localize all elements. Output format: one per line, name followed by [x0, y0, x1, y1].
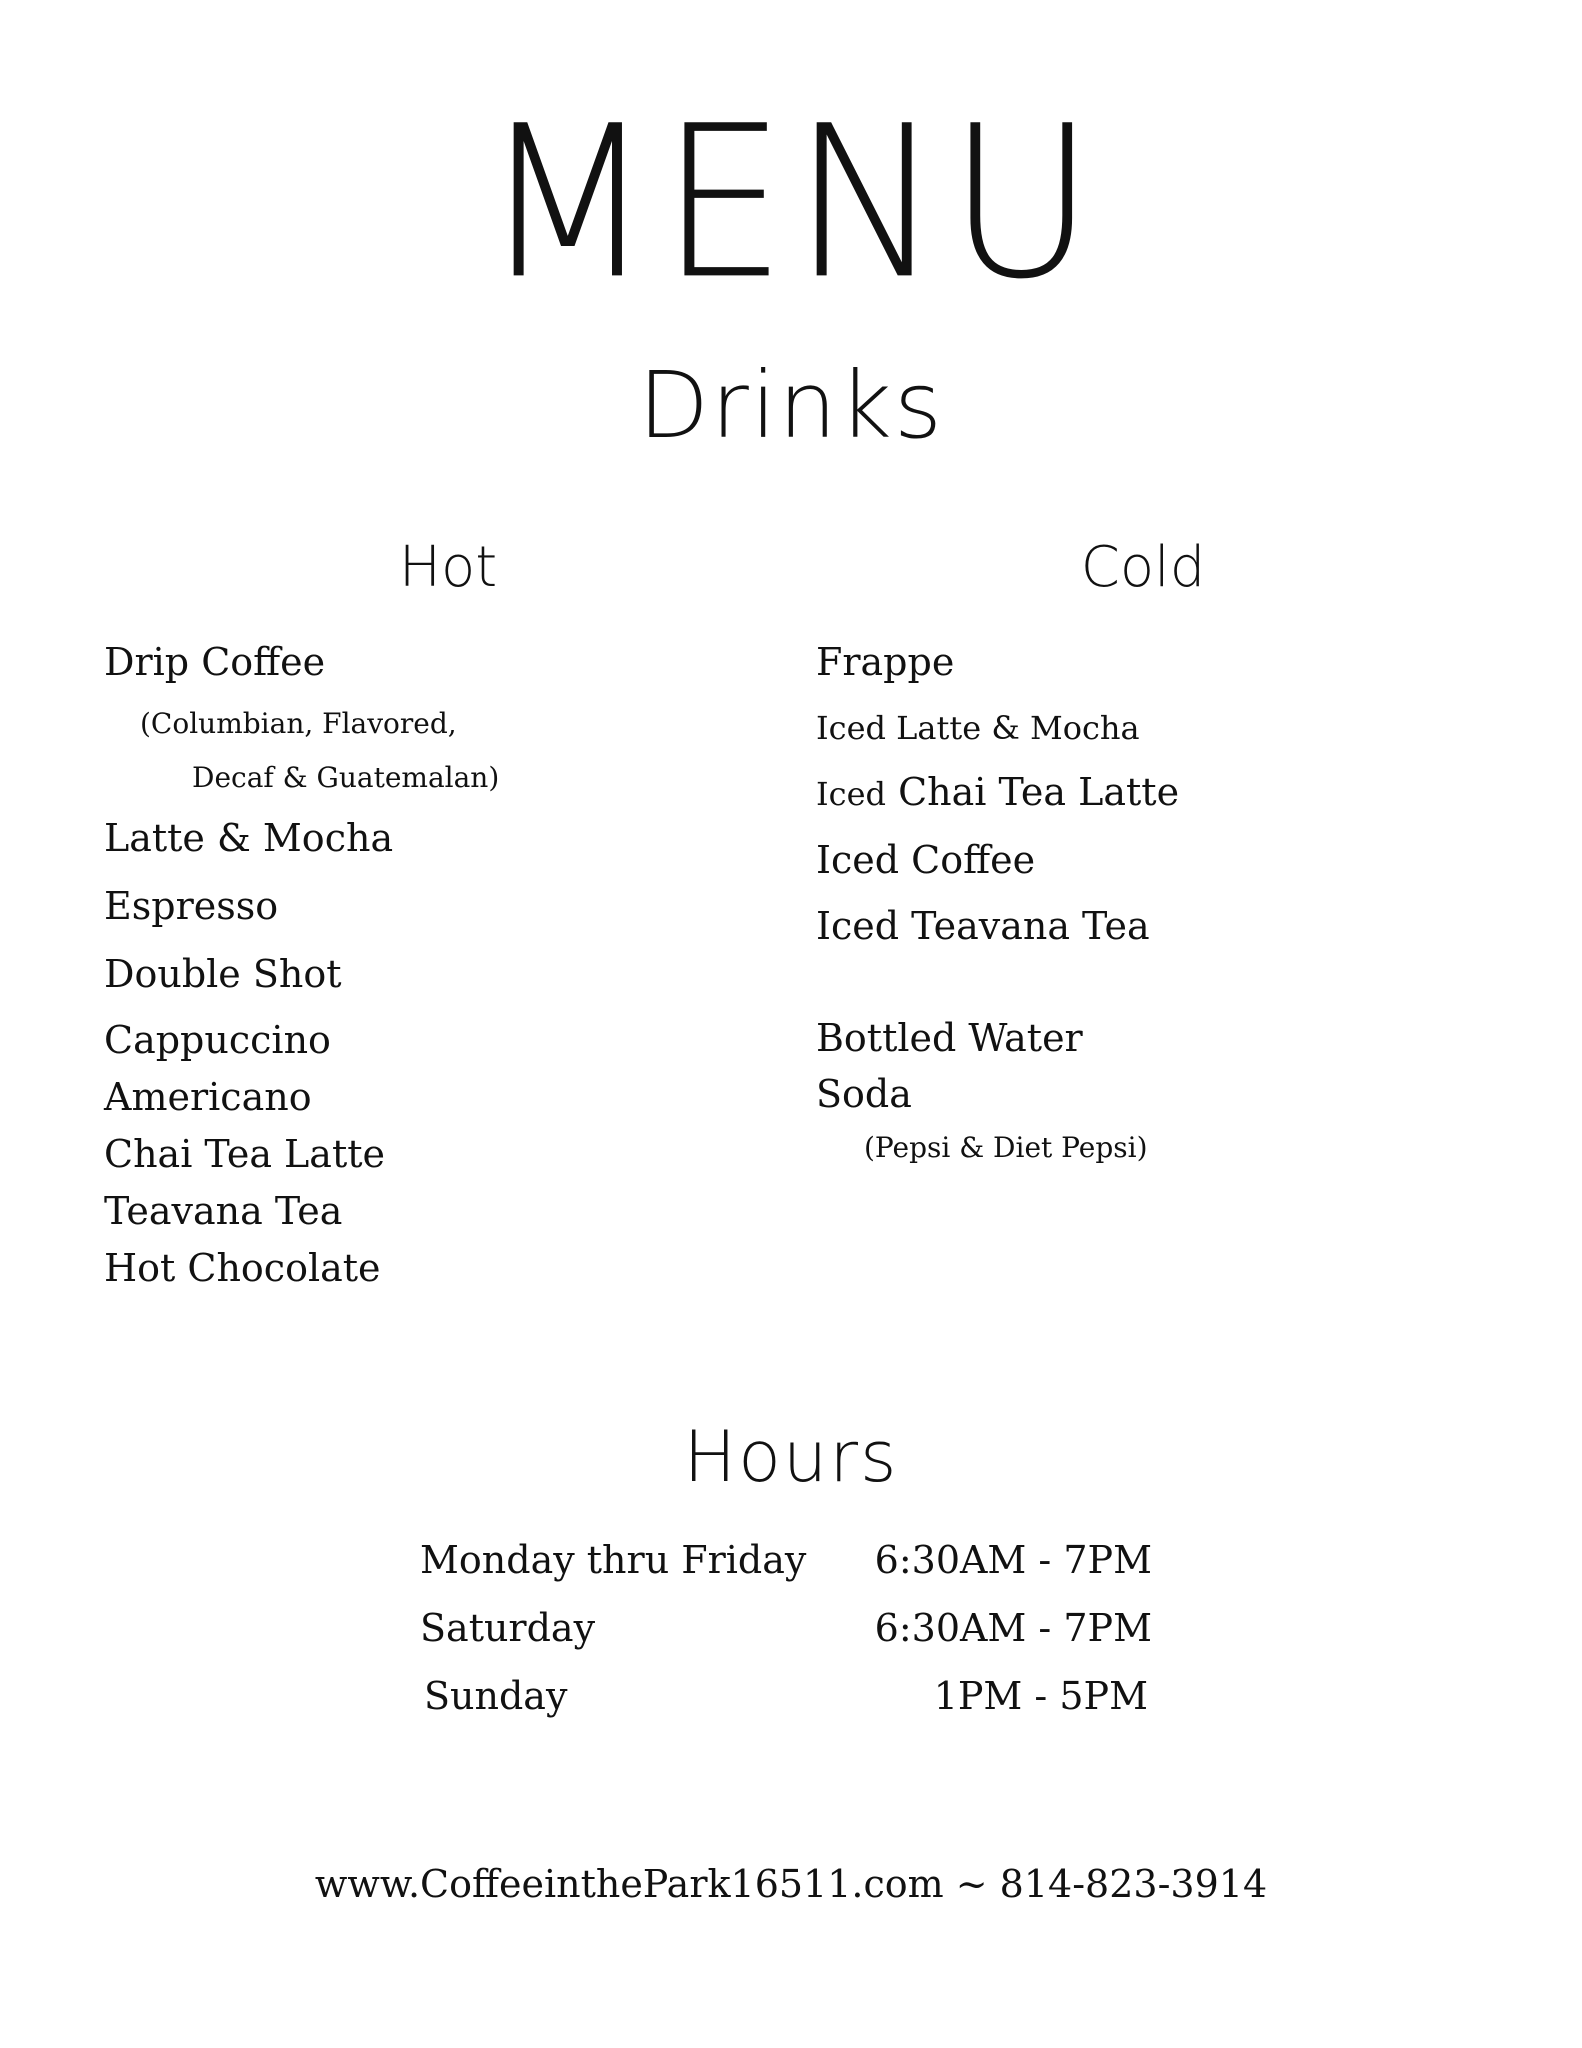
list-item-prefix: Iced [816, 775, 886, 813]
hours-heading: Hours [683, 1416, 899, 1498]
menu-title: MENU [481, 81, 1101, 326]
list-item: Hot Chocolate [104, 1246, 381, 1290]
hours-time: 6:30AM - 7PM [874, 1606, 1152, 1650]
cold-heading: Cold [1080, 535, 1206, 600]
list-item: Chai Tea Latte [104, 1132, 385, 1176]
hot-heading: Hot [398, 535, 498, 600]
footer-contact: www.CoffeeinthePark16511.com ~ 814-823-3914 [314, 1862, 1268, 1906]
list-item: Drip Coffee [104, 640, 326, 684]
hours-time: 1PM - 5PM [933, 1674, 1148, 1718]
list-item: Frappe [816, 640, 955, 684]
list-item: Americano [104, 1075, 312, 1119]
list-item: Latte & Mocha [104, 816, 394, 860]
hours-day: Saturday [420, 1606, 596, 1650]
list-item-main: Chai Tea Latte [898, 770, 1180, 814]
list-item: Iced Coffee [816, 838, 1036, 882]
list-item: Cappuccino [104, 1018, 331, 1062]
list-item: Bottled Water [816, 1016, 1083, 1060]
list-item [816, 770, 1179, 816]
list-item: Iced Latte & Mocha [816, 709, 1140, 747]
hours-time: 6:30AM - 7PM [874, 1538, 1152, 1582]
list-item: Espresso [104, 884, 279, 928]
list-item: Double Shot [104, 952, 342, 996]
hours-day: Monday thru Friday [420, 1538, 807, 1582]
hours-day: Sunday [424, 1674, 568, 1718]
list-item-note: (Pepsi & Diet Pepsi) [864, 1131, 1148, 1164]
list-item-note: Decaf & Guatemalan) [192, 761, 500, 794]
list-item: Teavana Tea [104, 1189, 343, 1233]
list-item: Iced Teavana Tea [816, 904, 1150, 948]
list-item: Soda [816, 1072, 912, 1116]
list-item-note: (Columbian, Flavored, [140, 707, 457, 740]
drinks-subtitle: Drinks [638, 352, 944, 459]
